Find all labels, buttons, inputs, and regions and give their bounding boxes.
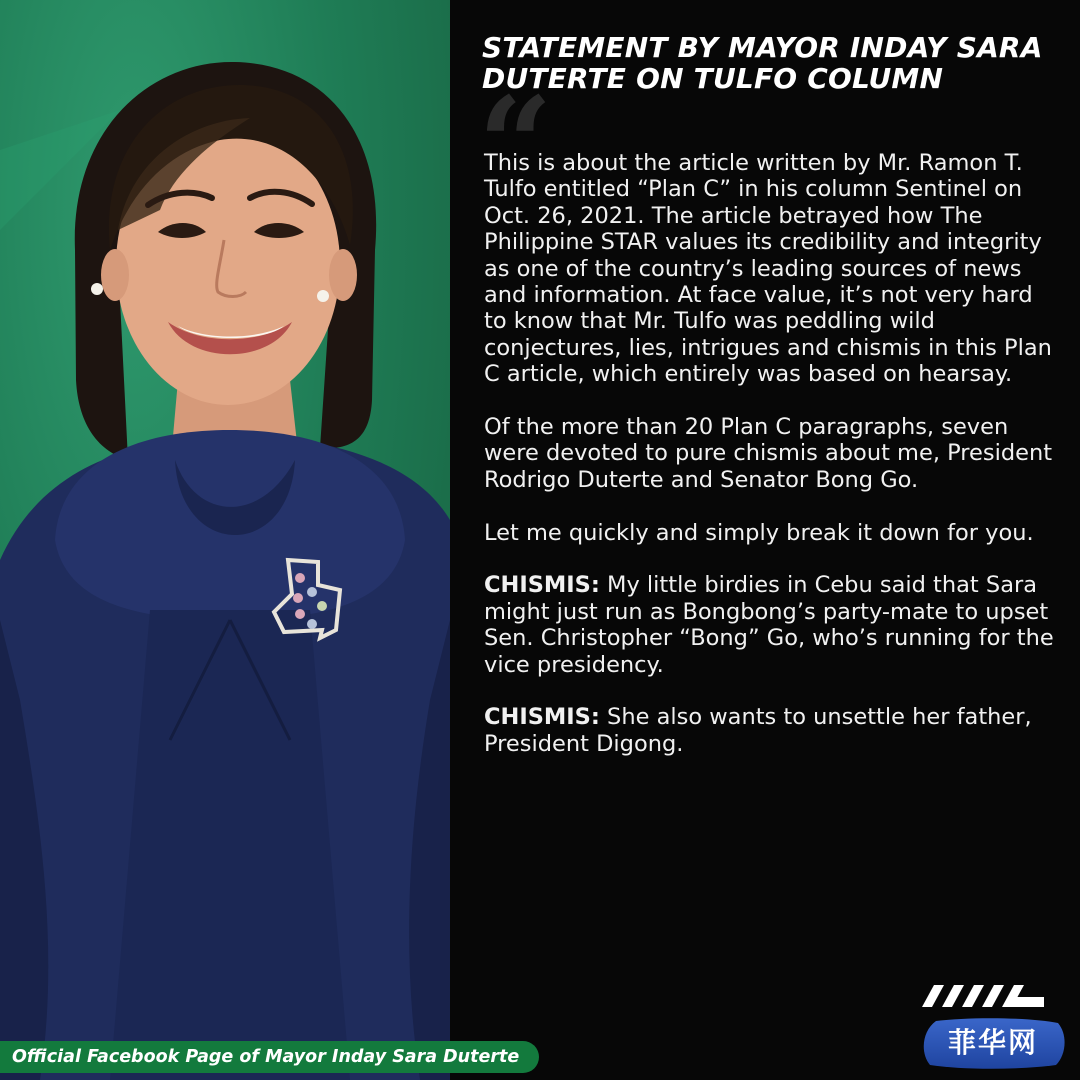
watermark-text: 菲华网	[947, 1026, 1038, 1059]
portrait-illustration	[0, 0, 450, 1080]
portrait-photo	[0, 0, 450, 1080]
statement-body	[484, 150, 1059, 784]
statement-panel	[450, 0, 1080, 1080]
statement-title: STATEMENT BY MAYOR INDAY SARA DUTERTE ON TULFO COLUMN	[482, 31, 1043, 95]
stripes-decoration-icon	[914, 985, 1044, 1007]
page-caption: Official Facebook Page of Mayor Inday Sara Duterte	[0, 1041, 539, 1073]
statement-paragraph: Let me quickly and simply break it down for you.	[484, 519, 1034, 546]
quote-mark-icon: “	[478, 68, 553, 221]
statement-paragraph: Of the more than 20 Plan C paragraphs, seven were devoted to pure chismis about me, President Rodrigo Duterte and Senator Bong Go.	[484, 414, 1053, 493]
statement-paragraph: CHISMIS: My little birdies in Cebu said that Sara might just run as Bongbong’s party-mate to upset Sen. Christopher “Bong” Go, who’s running for the vice presidency.	[484, 572, 1054, 678]
statement-paragraph: This is about the article written by Mr. Ramon T. Tulfo entitled “Plan C” in his column Sentinel on Oct. 26, 2021. The article betrayed how The Philippine STAR values its credibility and integrity as one of the country’s leading sources of news and information. At face value, it’s not very hard to know that Mr. Tulfo was peddling wild conjectures, lies, intrigues and chismis in this Plan C article, which entirely was based on hearsay.	[484, 150, 1052, 388]
statement-paragraph: CHISMIS: She also wants to unsettle her father, President Digong.	[484, 704, 1032, 757]
